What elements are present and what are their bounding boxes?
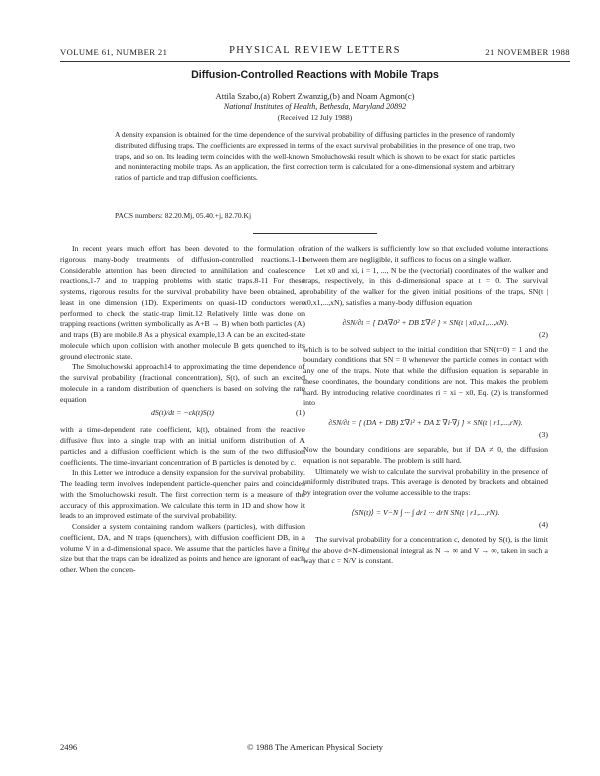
paragraph: Consider a system containing random walkers (particles), with diffusion coefficient, DA, and N traps (quenchers), with diffusion coefficient DB, in a volume V in a d-dimensional space. We assume that the particles have a finite size but that the traps can be idealized as points and hence are ignorant of each other. When the concen- <box>60 522 305 574</box>
paragraph: with a time-dependent rate coefficient, k(t), obtained from the reactive diffusive flux into a single trap with an initial uniform distribution of A particles and a diffusion coefficient which is the sum of the two diffusion coefficients. The time-invariant concentration of B particles is denoted by c. <box>60 425 305 467</box>
equation-4 <box>303 502 548 532</box>
equation-number: (3) <box>538 430 548 439</box>
header-rule <box>60 61 570 62</box>
paragraph: Let x0 and xi, i = 1, ..., N be the (vectorial) coordinates of the walker and traps, respectively, in this d-dimensional space at t = 0. The survival probability of the walker for the given initial positions of the traps, SN(t | x0,x1,...,xN), satisfies a many-body diffusion equation <box>303 265 548 307</box>
paragraph: which is to be solved subject to the initial condition that SN(t=0) = 1 and the boundary conditions that SN = 0 whenever the particle comes in contact with any one of the traps. Note that while the diffusion equation is separable in these coordinates, the boundary conditions are not. This makes the problem hard. By introducing relative coordinates ri = xi − x0, Eq. (2) is transformed into <box>303 344 548 408</box>
paragraph: The Smoluchowski approach14 to approximating the time dependence of the survival probability (fractional concentration), S(t), of such an excited molecule in a random distribution of quenchers is based on solving the rate equation <box>60 362 305 404</box>
volume-number: VOLUME 61, NUMBER 21 <box>60 47 168 57</box>
equation-2 <box>303 312 548 342</box>
equation-body: ∂SN/∂t = [ DA∇0² + DB Σ∇i² ] × SN(t | x0,x1,...,xN). <box>342 317 509 327</box>
paragraph: In recent years much effort has been devoted to the formulation of rigorous many-body treatments of diffusion-controlled reactions.1-11 Considerable attention has been directed to annihilation and coalescence reactions,1-7 and to trapping problems with static traps.8-11 For these systems, rigorous results for the survival probability have been obtained, at least in one dimension (1D). Experiments on quasi-1D conductors were performed to check the static-trap limit.12 Relatively little was done on trapping reactions (written symbolically as A+B → B) when both particles (A) and traps (B) are mobile.8 As a physical example,13 A can be an excited-state molecule which upon collision with another molecule B gets quenched to its ground electronic state. <box>60 244 305 361</box>
paragraph: Now the boundary conditions are separable, but if DA ≠ 0, the diffusion equation is not separable. The problem is still hard. <box>303 445 548 465</box>
page-number: 2496 <box>60 742 78 752</box>
abstract-separator <box>253 233 377 234</box>
pacs-numbers: PACS numbers: 82.20.Mj, 05.40.+j, 82.70.Kj <box>115 211 252 220</box>
paragraph: In this Letter we introduce a density expansion for the survival probability. The leading term involves independent particle-quencher pairs and coincides with the Smoluchowski result. The first correction term is a measure of the accuracy of this approximation. We calculate this term in 1D and show how it leads to an improved estimate of the survival probability. <box>60 468 305 521</box>
equation-body: ⟨SN(t)⟩ = V−N ∫ ··· ∫ dr1 ··· drN SN(t | r1,...,rN). <box>351 507 500 517</box>
issue-date: 21 NOVEMBER 1988 <box>485 47 570 57</box>
equation-number: (4) <box>538 519 548 529</box>
equation-number: (2) <box>538 329 548 339</box>
paragraph: Ultimately we wish to calculate the survival probability in the presence of uniformly distributed traps. This average is denoted by brackets and obtained by integration over the volume accessible to the traps: <box>303 466 548 497</box>
equation-3 <box>303 412 548 442</box>
equation-number: (1) <box>295 408 305 418</box>
affiliation: National Institutes of Health, Bethesda, Maryland 20892 <box>223 102 407 111</box>
running-header <box>60 46 570 60</box>
paragraph: The survival probability for a concentration c, denoted by S(t), is the limit of the above d×N-dimensional integral as N → ∞ and V → ∞, taken in such a way that c = N/V is constant. <box>303 534 548 566</box>
author-list: Attila Szabo,(a) Robert Zwanzig,(b) and Noam Agmon(c) <box>215 91 415 101</box>
left-column <box>60 244 305 576</box>
right-column <box>303 244 548 567</box>
copyright-notice: © 1988 The American Physical Society <box>247 742 383 752</box>
paragraph: tration of the walkers is sufficiently low so that excluded volume interactions between them are negligible, it suffices to focus on a single walker. <box>303 244 548 264</box>
article-title: Diffusion-Controlled Reactions with Mobile Traps <box>191 69 439 81</box>
abstract: A density expansion is obtained for the time dependence of the survival probability of diffusing particles in the presence of randomly distributed diffusing traps. The coefficients are expressed in terms of the exact survival probabilities in the presence of one trap, two traps, and so on. Its leading term coincides with the well-known Smoluchowski result which is shown to be exact for static particles and noninteracting mobile traps. As an application, the first correction term is calculated for a one-dimensional system and arbitrary ratios of particle and trap diffusion coefficients. <box>115 130 515 183</box>
received-date: (Received 12 July 1988) <box>277 113 353 122</box>
equation-body: ∂SN/∂t = [ (DA + DB) Σ∇i² + DA Σ ∇i·∇j ] × SN(t | r1,...,rN). <box>328 418 523 427</box>
equation-1 <box>60 408 305 422</box>
journal-name: PHYSICAL REVIEW LETTERS <box>229 45 401 56</box>
equation-body: dS(t)/dt = −ck(t)S(t) <box>151 408 214 418</box>
